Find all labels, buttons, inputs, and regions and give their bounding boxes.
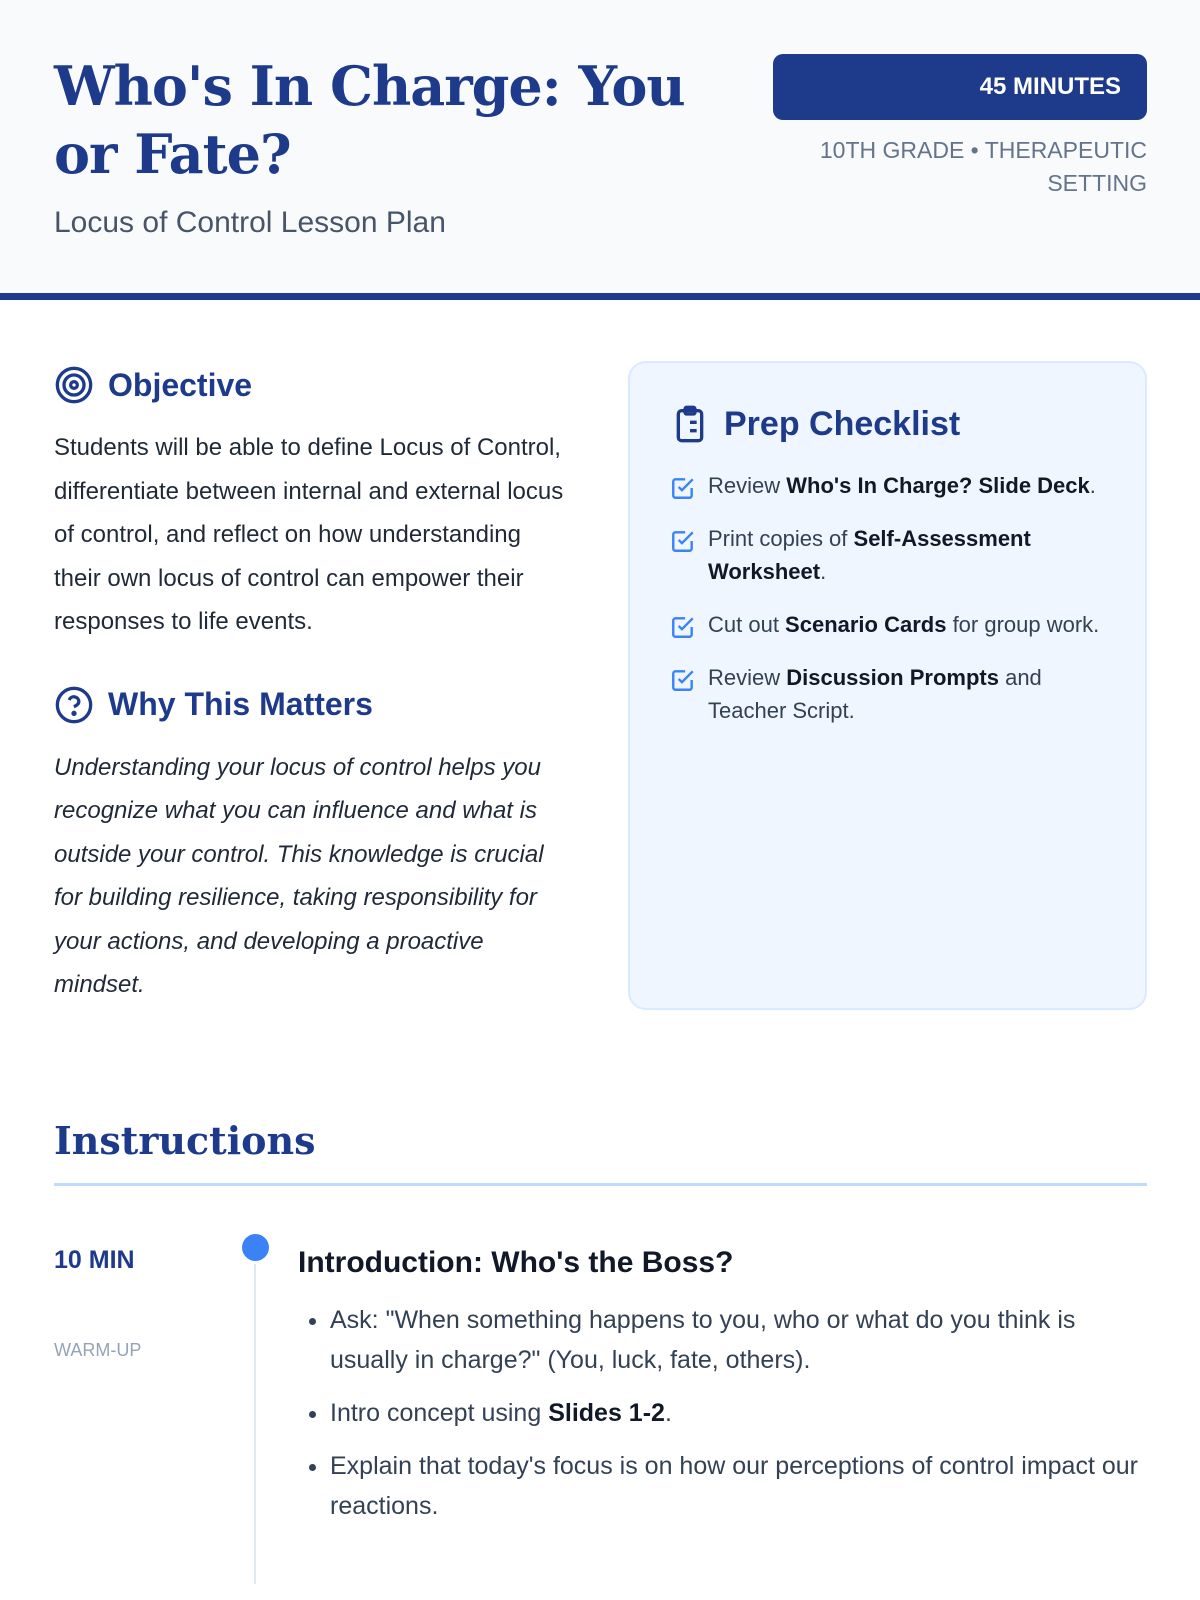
text: Review bbox=[708, 473, 787, 498]
bold-text: Slides 1-2 bbox=[548, 1399, 665, 1427]
bold-text: Self-Assessment Worksheet bbox=[708, 526, 1031, 584]
text: . bbox=[1089, 473, 1096, 498]
text: Print copies of bbox=[708, 526, 854, 551]
text: Ask: "When something happens to you, who or what do you think is usually in charge?" (You, luck, fate, others). bbox=[330, 1306, 1076, 1374]
text: Review bbox=[708, 665, 787, 690]
text: and Teacher Script. bbox=[708, 665, 1042, 723]
checklist-title: Prep Checklist bbox=[724, 404, 961, 443]
text: . bbox=[664, 1399, 672, 1427]
bullet-item bbox=[330, 1446, 1148, 1526]
why-text: Understanding your locus of control helps you recognize what you can influence and what is outside your control. This knowledge is crucial for building resilience, taking responsibility for your actions, and developing a proactive mindset. bbox=[54, 753, 544, 998]
checklist-heading bbox=[670, 401, 1105, 447]
page-subtitle: Locus of Control Lesson Plan bbox=[54, 206, 446, 239]
duration-badge: 45 MINUTES bbox=[773, 54, 1147, 120]
step-type: WARM-UP bbox=[54, 1340, 142, 1360]
objective-text: Students will be able to define Locus of Control, differentiate between internal and external locus of control, and reflect on how understanding their own locus of control can empower their responses to life events. bbox=[54, 434, 564, 635]
prep-checklist-card bbox=[628, 361, 1147, 1010]
grade-setting: 10TH GRADE • THERAPEUTIC SETTING bbox=[819, 137, 1147, 196]
instructions-heading: Instructions bbox=[54, 1118, 1147, 1186]
checklist-item[interactable] bbox=[670, 469, 1105, 502]
checkbox-checked-icon[interactable] bbox=[670, 475, 696, 501]
checklist-item-text bbox=[708, 608, 1099, 641]
checklist-item[interactable] bbox=[670, 608, 1105, 641]
text: Intro concept using bbox=[330, 1399, 549, 1427]
bullet-item bbox=[330, 1393, 1148, 1433]
checkbox-checked-icon[interactable] bbox=[670, 614, 696, 640]
checklist bbox=[670, 469, 1105, 727]
step-title: Introduction: Who's the Boss? bbox=[298, 1246, 734, 1279]
checklist-item-text bbox=[708, 522, 1105, 588]
bold-text: Who's In Charge? Slide Deck bbox=[786, 473, 1090, 498]
bold-text: Discussion Prompts bbox=[786, 665, 999, 690]
step-bullets bbox=[298, 1300, 1148, 1526]
timeline-line bbox=[254, 1264, 256, 1584]
text: . bbox=[820, 559, 827, 584]
header bbox=[0, 0, 1200, 300]
left-column bbox=[54, 362, 574, 1007]
checkbox-checked-icon[interactable] bbox=[670, 667, 696, 693]
checklist-item-text bbox=[708, 661, 1105, 727]
step-duration: 10 MIN bbox=[54, 1246, 135, 1274]
objective-heading bbox=[54, 362, 574, 408]
question-circle-icon bbox=[54, 685, 94, 725]
page-title: Who's In Charge: You or Fate? bbox=[54, 54, 685, 186]
why-title: Why This Matters bbox=[108, 686, 373, 722]
checkbox-checked-icon[interactable] bbox=[670, 528, 696, 554]
text: Explain that today's focus is on how our perceptions of control impact our reactions. bbox=[330, 1452, 1138, 1520]
objective-title: Objective bbox=[108, 366, 253, 403]
checklist-item-text bbox=[708, 469, 1096, 502]
text: for group work. bbox=[946, 612, 1100, 637]
instructions-section bbox=[54, 1118, 1147, 1520]
timeline-dot bbox=[242, 1234, 269, 1261]
bullet-item bbox=[330, 1300, 1148, 1380]
why-heading bbox=[54, 682, 574, 728]
target-icon bbox=[54, 365, 94, 405]
checklist-item[interactable] bbox=[670, 522, 1105, 588]
step-body bbox=[298, 1246, 1148, 1539]
checklist-item[interactable] bbox=[670, 661, 1105, 727]
bold-text: Scenario Cards bbox=[785, 612, 947, 637]
text: Cut out bbox=[708, 612, 786, 637]
clipboard-list-icon bbox=[670, 404, 710, 444]
